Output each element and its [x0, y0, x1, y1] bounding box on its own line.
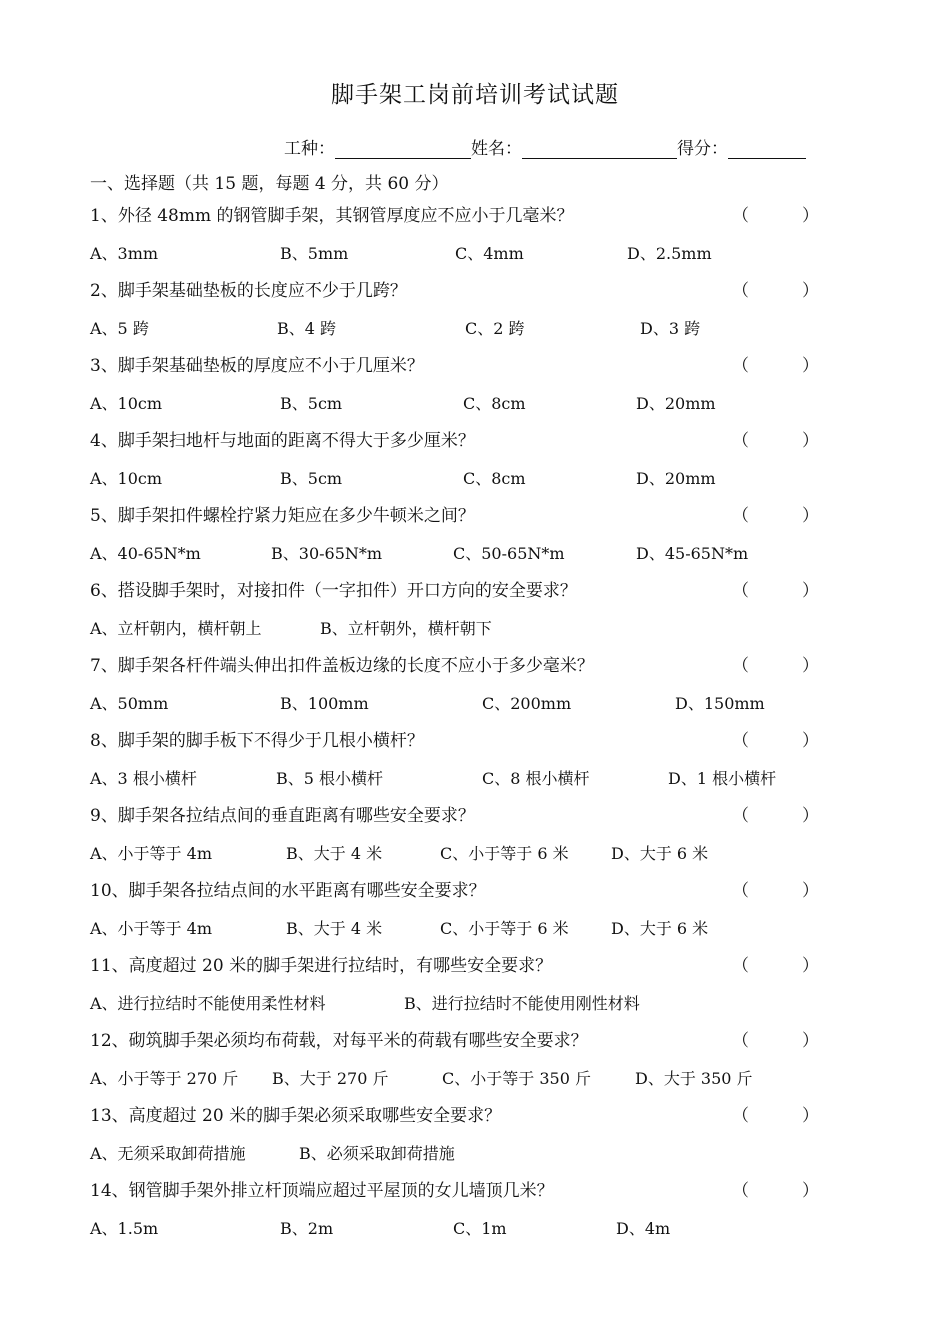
answer-option: A、10cm	[90, 468, 163, 488]
score-label: 得分：	[677, 139, 728, 159]
answer-option: A、小于等于 4m	[90, 918, 212, 938]
answer-option: C、小于等于 6 米	[440, 918, 569, 938]
question-text: 3、脚手架基础垫板的厚度应不小于几厘米？	[90, 356, 424, 376]
question-row	[90, 875, 850, 913]
exam-title: 脚手架工岗前培训考试试题	[331, 82, 619, 108]
answer-option: C、8cm	[463, 468, 526, 488]
answer-paren-open[interactable]: （	[732, 656, 749, 676]
answer-option: B、30-65N*m	[271, 543, 383, 563]
answer-paren-open[interactable]: （	[732, 731, 749, 751]
answer-option: A、小于等于 4m	[90, 843, 212, 863]
answer-option: C、小于等于 6 米	[440, 843, 569, 863]
question-text: 1、外径 48mm 的钢管脚手架，其钢管厚度应不应小于几毫米？	[90, 206, 574, 226]
answer-option: B、大于 4 米	[286, 918, 383, 938]
option-row	[90, 1063, 850, 1101]
question-text: 11、高度超过 20 米的脚手架进行拉结时，有哪些安全要求？	[90, 956, 553, 976]
answer-option: B、2m	[280, 1218, 334, 1238]
question-text: 9、脚手架各拉结点间的垂直距离有哪些安全要求？	[90, 806, 475, 826]
option-row	[90, 838, 850, 876]
answer-option: D、20mm	[636, 468, 716, 488]
answer-option: B、100mm	[280, 693, 369, 713]
question-text: 5、脚手架扣件螺栓拧紧力矩应在多少牛顿米之间？	[90, 506, 475, 526]
answer-option: D、45-65N*m	[636, 543, 749, 563]
answer-option: D、20mm	[636, 393, 716, 413]
question-row	[90, 800, 850, 838]
question-text: 10、脚手架各拉结点间的水平距离有哪些安全要求？	[90, 881, 486, 901]
question-text: 14、钢管脚手架外排立杆顶端应超过平屋顶的女儿墙顶几米？	[90, 1181, 554, 1201]
answer-option: C、1m	[453, 1218, 507, 1238]
answer-paren-close: ）	[802, 1181, 819, 1201]
answer-option: C、2 跨	[465, 318, 525, 338]
answer-paren-close: ）	[802, 656, 819, 676]
question-row	[90, 425, 850, 463]
answer-option: D、大于 350 斤	[635, 1068, 753, 1088]
answer-option: D、大于 6 米	[611, 918, 709, 938]
question-text: 2、脚手架基础垫板的长度应不少于几跨？	[90, 281, 407, 301]
answer-option: D、1 根小横杆	[668, 768, 777, 788]
answer-paren-close: ）	[802, 956, 819, 976]
name-blank-field[interactable]	[522, 136, 677, 159]
answer-option: B、4 跨	[277, 318, 337, 338]
option-row	[90, 238, 850, 276]
question-row	[90, 200, 850, 238]
question-row	[90, 650, 850, 688]
answer-paren-close: ）	[802, 731, 819, 751]
question-text: 4、脚手架扫地杆与地面的距离不得大于多少厘米？	[90, 431, 475, 451]
answer-option: C、8 根小横杆	[482, 768, 590, 788]
answer-option: B、大于 270 斤	[272, 1068, 389, 1088]
question-row	[90, 950, 850, 988]
answer-option: B、立杆朝外，横杆朝下	[320, 618, 492, 638]
answer-paren-open[interactable]: （	[732, 1106, 749, 1126]
answer-option: A、40-65N*m	[90, 543, 201, 563]
option-row	[90, 388, 850, 426]
option-row	[90, 988, 850, 1026]
section-heading: 一、选择题（共 15 题，每题 4 分，共 60 分）	[90, 174, 449, 194]
examinee-info-row	[284, 131, 806, 159]
answer-paren-close: ）	[802, 806, 819, 826]
answer-paren-close: ）	[802, 206, 819, 226]
answer-option: B、5mm	[280, 243, 349, 263]
answer-paren-close: ）	[802, 356, 819, 376]
answer-option: C、8cm	[463, 393, 526, 413]
question-text: 8、脚手架的脚手板下不得少于几根小横杆？	[90, 731, 424, 751]
answer-paren-open[interactable]: （	[732, 806, 749, 826]
question-text: 12、砌筑脚手架必须均布荷载，对每平米的荷载有哪些安全要求？	[90, 1031, 588, 1051]
answer-option: A、立杆朝内，横杆朝上	[90, 618, 262, 638]
option-row	[90, 538, 850, 576]
answer-paren-close: ）	[802, 506, 819, 526]
question-text: 7、脚手架各杆件端头伸出扣件盖板边缘的长度不应小于多少毫米？	[90, 656, 594, 676]
answer-paren-open[interactable]: （	[732, 956, 749, 976]
question-row	[90, 575, 850, 613]
question-row	[90, 1175, 850, 1213]
name-label: 姓名：	[471, 139, 522, 159]
score-blank-field[interactable]	[728, 136, 806, 159]
answer-paren-open[interactable]: （	[732, 356, 749, 376]
option-row	[90, 313, 850, 351]
answer-option: B、进行拉结时不能使用刚性材料	[404, 993, 640, 1013]
option-row	[90, 613, 850, 651]
answer-paren-open[interactable]: （	[732, 281, 749, 301]
answer-option: B、5cm	[280, 393, 343, 413]
option-row	[90, 1213, 850, 1251]
answer-paren-close: ）	[802, 281, 819, 301]
answer-paren-close: ）	[802, 1106, 819, 1126]
trade-label: 工种：	[284, 139, 335, 159]
answer-option: C、50-65N*m	[453, 543, 565, 563]
answer-option: C、200mm	[482, 693, 572, 713]
question-text: 6、搭设脚手架时，对接扣件（一字扣件）开口方向的安全要求？	[90, 581, 577, 601]
answer-option: A、3 根小横杆	[90, 768, 197, 788]
answer-paren-open[interactable]: （	[732, 581, 749, 601]
answer-option: C、4mm	[455, 243, 524, 263]
answer-option: D、3 跨	[640, 318, 701, 338]
question-row	[90, 1100, 850, 1138]
question-list	[90, 200, 850, 1250]
answer-paren-close: ）	[802, 581, 819, 601]
answer-option: D、大于 6 米	[611, 843, 709, 863]
trade-blank-field[interactable]	[335, 136, 471, 159]
option-row	[90, 913, 850, 951]
option-row	[90, 688, 850, 726]
answer-option: B、5 根小横杆	[276, 768, 384, 788]
answer-option: D、150mm	[675, 693, 765, 713]
answer-paren-open[interactable]: （	[732, 1031, 749, 1051]
question-row	[90, 1025, 850, 1063]
answer-option: A、3mm	[90, 243, 159, 263]
answer-paren-open[interactable]: （	[732, 431, 749, 451]
option-row	[90, 1138, 850, 1176]
answer-option: A、50mm	[90, 693, 169, 713]
answer-paren-open[interactable]: （	[732, 881, 749, 901]
question-row	[90, 350, 850, 388]
answer-option: A、进行拉结时不能使用柔性材料	[90, 993, 326, 1013]
answer-option: B、必须采取卸荷措施	[299, 1143, 455, 1163]
answer-option: A、1.5m	[90, 1218, 159, 1238]
answer-option: D、4m	[616, 1218, 671, 1238]
option-row	[90, 763, 850, 801]
answer-option: C、小于等于 350 斤	[442, 1068, 591, 1088]
answer-paren-open[interactable]: （	[732, 1181, 749, 1201]
answer-paren-close: ）	[802, 881, 819, 901]
answer-option: A、10cm	[90, 393, 163, 413]
answer-option: A、无须采取卸荷措施	[90, 1143, 246, 1163]
question-row	[90, 275, 850, 313]
answer-paren-close: ）	[802, 1031, 819, 1051]
answer-option: B、5cm	[280, 468, 343, 488]
answer-paren-open[interactable]: （	[732, 206, 749, 226]
answer-option: A、小于等于 270 斤	[90, 1068, 239, 1088]
question-row	[90, 725, 850, 763]
answer-option: B、大于 4 米	[286, 843, 383, 863]
option-row	[90, 463, 850, 501]
answer-paren-open[interactable]: （	[732, 506, 749, 526]
answer-paren-close: ）	[802, 431, 819, 451]
question-text: 13、高度超过 20 米的脚手架必须采取哪些安全要求？	[90, 1106, 502, 1126]
answer-option: D、2.5mm	[627, 243, 712, 263]
answer-option: A、5 跨	[90, 318, 149, 338]
question-row	[90, 500, 850, 538]
